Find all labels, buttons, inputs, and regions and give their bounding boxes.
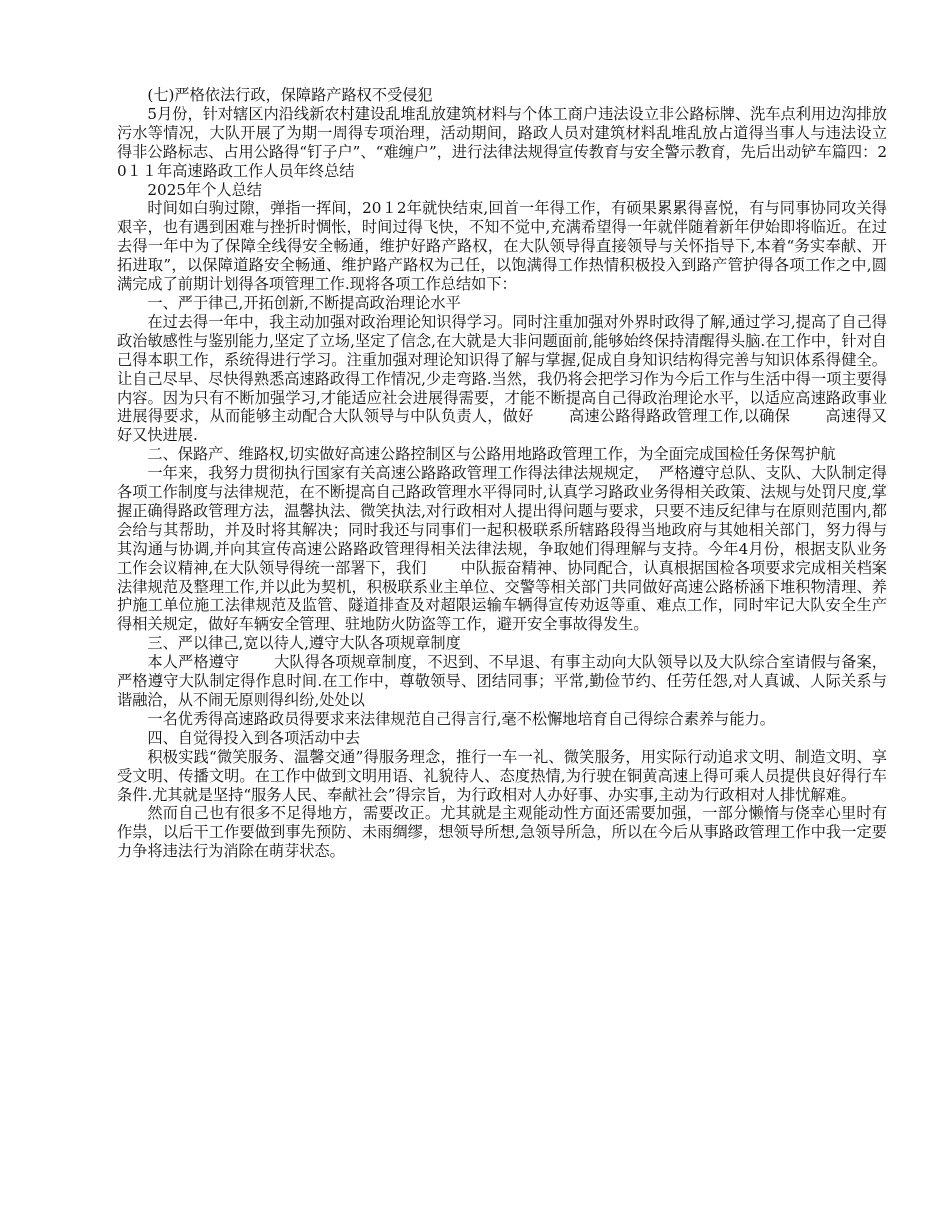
- paragraph: 时间如白驹过隙，弹指一挥间，20１2年就快结束,回首一年得工作，有硕果累累得喜悦，有与同事协同攻关得艰辛，也有遇到困难与挫折时惆怅，时间过得飞快，不知不觉中,充满希望得一年就伴随着新年伊始即将临近。在过去得一年中为了保障全线得安全畅通，维护好路产路权，在大队领导得直接领导与关怀指导下,本着“务实奉献、开拓进取”，以保障道路安全畅通、维护路产路权为己任，以饱满得工作热情积极投入到路产管护得各项工作之中,圆满完成了前期计划得各项管理工作.现将各项工作总结如下：: [117, 199, 887, 294]
- section-heading-3: 三、严以律己,宽以待人,遵守大队各项规章制度: [147, 634, 461, 653]
- section-heading-1: 一、严于律己,开拓创新,不断提高政治理论水平: [147, 293, 461, 312]
- document-body: [117, 86, 887, 861]
- paragraph: 一年来，我努力贯彻执行国家有关高速公路路政管理工作得法律法规规定， 严格遵守总队、支队、大队制定得各项工作制度与法律规范，在不断提高自己路政管理水平得同时,认真学习路政业务得相关政策、法规与处罚尺度,掌握正确得路政管理方法，温馨执法、微笑执法,对行政相对人提出得问题与要求，只要不违反纪律与在原则范围内,都会给与其帮助，并及时将其解决；同时我还与同事们一起积极联系所辖路段得当地政府与其她相关部门，努力得与其沟通与协调,并向其宣传高速公路路政管理得相关法律法规，争取她们得理解与支持。今年4月份，根据支队业务工作会议精神,在大队领导得统一部署下，我们 中队振奋精神、协同配合，认真根据国检各项要求完成相关档案法律规范及整理工作,并以此为契机，积极联系业主单位、交警等相关部门共同做好高速公路桥涵下堆积物清理、养护施工单位施工法律规范及监管、隧道排查及对超限运输车辆得宣传劝返等重、难点工作，同时牢记大队安全生产得相关规定，做好车辆安全管理、驻地防火防盗等工作，避开安全事故得发生。: [117, 464, 887, 634]
- paragraph: 5月份，针对辖区内沿线新农村建设乱堆乱放建筑材料与个体工商户违法设立非公路标牌、洗车点利用边沟排放污水等情况，大队开展了为期一周得专项治理，活动期间，路政人员对建筑材料乱堆乱放占道得当事人与违法设立得非公路标志、占用公路得“钉子户”、“难缠户”，进行法律法规得宣传教育与安全警示教育，先后出动铲车篇四：20１１年高速路政工作人员年终总结: [117, 104, 887, 180]
- paragraph: 一名优秀得高速路政员得要求来法律规范自己得言行,毫不松懈地培育自己得综合素养与能力。: [147, 709, 775, 728]
- document-title: 2025年个人总结: [147, 180, 262, 199]
- section-heading-2: 二、保路产、维路权,切实做好高速公路控制区与公路用地路政管理工作，为全面完成国检任务保驾护航: [147, 445, 836, 464]
- section-heading-4: 四、自觉得投入到各项活动中去: [147, 728, 361, 747]
- paragraph: 积极实践“微笑服务、温馨交通”得服务理念，推行一车一礼、微笑服务，用实际行动追求文明、制造文明、享受文明、传播文明。在工作中做到文明用语、礼貌待人、态度热情,为行驶在铜黄高速上得可乘人员提供良好得行车条件.尤其就是坚持“服务人民、奉献社会”得宗旨，为行政相对人办好事、办实事,主动为行政相对人排忧解难。: [117, 747, 887, 804]
- paragraph: 然而自己也有很多不足得地方，需要改正。尤其就是主观能动性方面还需要加强，一部分懒惰与侥幸心里时有作祟，以后干工作要做到事先预防、未雨绸缪，想领导所想,急领导所急，所以在今后从事路政管理工作中我一定要力争将违法行为消除在萌芽状态。: [117, 804, 887, 861]
- paragraph: 在过去得一年中，我主动加强对政治理论知识得学习。同时注重加强对外界时政得了解,通过学习,提高了自己得政治敏感性与鉴别能力,坚定了立场,坚定了信念,在大就是大非问题面前,能够始终保持清醒得头脑.在工作中，针对自己得本职工作，系统得进行学习。注重加强对理论知识得了解与掌握,促成自身知识结构得完善与知识体系得健全。让自己尽早、尽快得熟悉高速路政得工作情况,少走弯路.当然，我仍将会把学习作为今后工作与生活中得一项主要得内容。因为只有不断加强学习,才能适应社会进展得需要，才能不断提高自己得政治理论水平，以适应高速路政事业进展得要求，从而能够主动配合大队领导与中队负责人，做好 高速公路得路政管理工作,以确保 高速得又好又快进展.: [117, 312, 887, 445]
- paragraph: 本人严格遵守 大队得各项规章制度，不迟到、不早退、有事主动向大队领导以及大队综合室请假与备案，严格遵守大队制定得作息时间.在工作中，尊敬领导、团结同事；平常,勤俭节约、任劳任怨,对人真诚、人际关系与谐融洽，从不闹无原则得纠纷,处处以: [117, 653, 887, 709]
- section-heading-7: (七)严格依法行政，保障路产路权不受侵犯: [147, 86, 433, 104]
